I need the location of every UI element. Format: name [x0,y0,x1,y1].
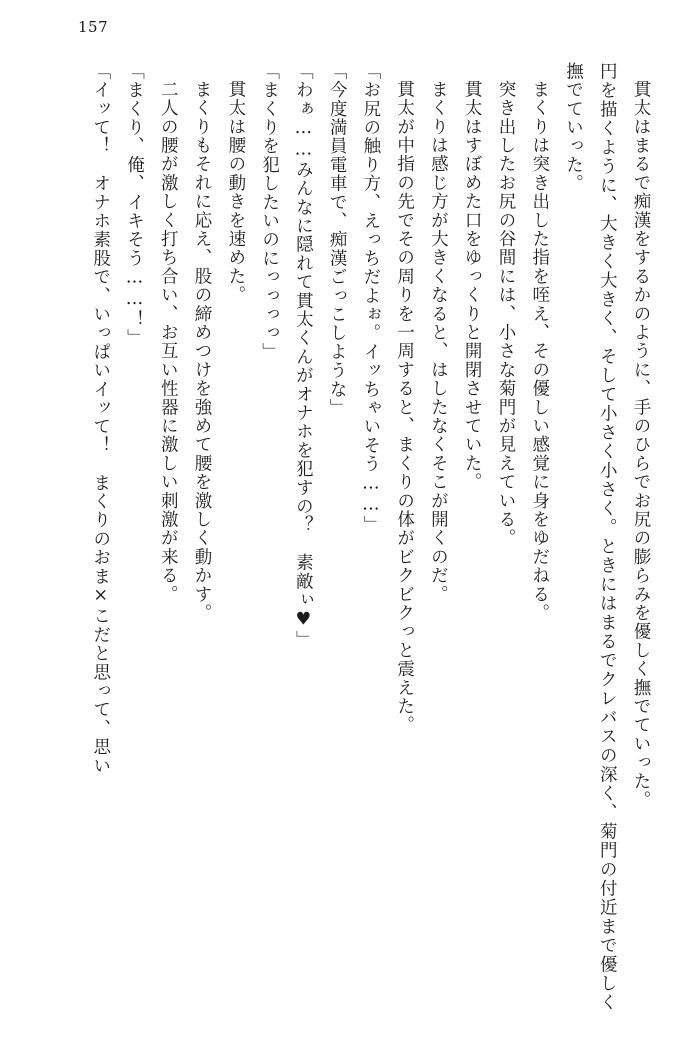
page-body-text [40,62,657,1012]
paragraph: 貫太はすぼめた口をゆっくりと開閉させていた。 [462,79,483,491]
dialogue-line: 「お尻の触り方、えっちだよぉ。イッちゃいそう……」 [360,62,381,535]
paragraph: まくりは突き出した指を咥え、その優しい感覚に身をゆだねる。 [529,79,550,622]
paragraph: 円を描くように、大きく大きく、そして小さく小さく。ときにはまるでクレバスの深く、菊門の付近まで優しく撫でていった。 [563,62,618,1012]
paragraph: 突き出したお尻の谷間には、小さな菊門が見えている。 [495,79,516,547]
page-number: 157 [78,18,109,36]
paragraph: 二人の腰が激しく打ち合い、お互い性器に激しい刺激が来る。 [158,79,179,604]
dialogue-line: 「今度満員電車で、痴漢ごっこしような」 [327,62,348,418]
paragraph: まくりは感じ方が大きくなると、はしたなくそこが開くのだ。 [428,79,449,604]
paragraph: 貫太はまるで痴漢をするかのように、手のひらでお尻の膨らみを優しく撫でていった。 [631,79,651,809]
paragraph: まくりもそれに応え、股の締めつけを強めて腰を激しく動かす。 [192,79,213,622]
dialogue-line: 「わぁ……みんなに隠れて貫太くんがオナホを犯すの？ 素敵ぃ♥」 [293,62,314,650]
dialogue-line: 「イッて！ オナホ素股で、いっぱいイッて！ まくりのおま×こだと思って、思い [90,62,111,776]
dialogue-line: 「まくり、俺、イキそう……！」 [124,62,145,348]
dialogue-line: 「まくりを犯したいのにっっっっ」 [259,62,280,362]
paragraph: 貫太は腰の動きを速めた。 [225,79,246,304]
paragraph: 貫太が中指の先でその周りを一周すると、まくりの体がビクビクっと震えた。 [394,79,415,734]
